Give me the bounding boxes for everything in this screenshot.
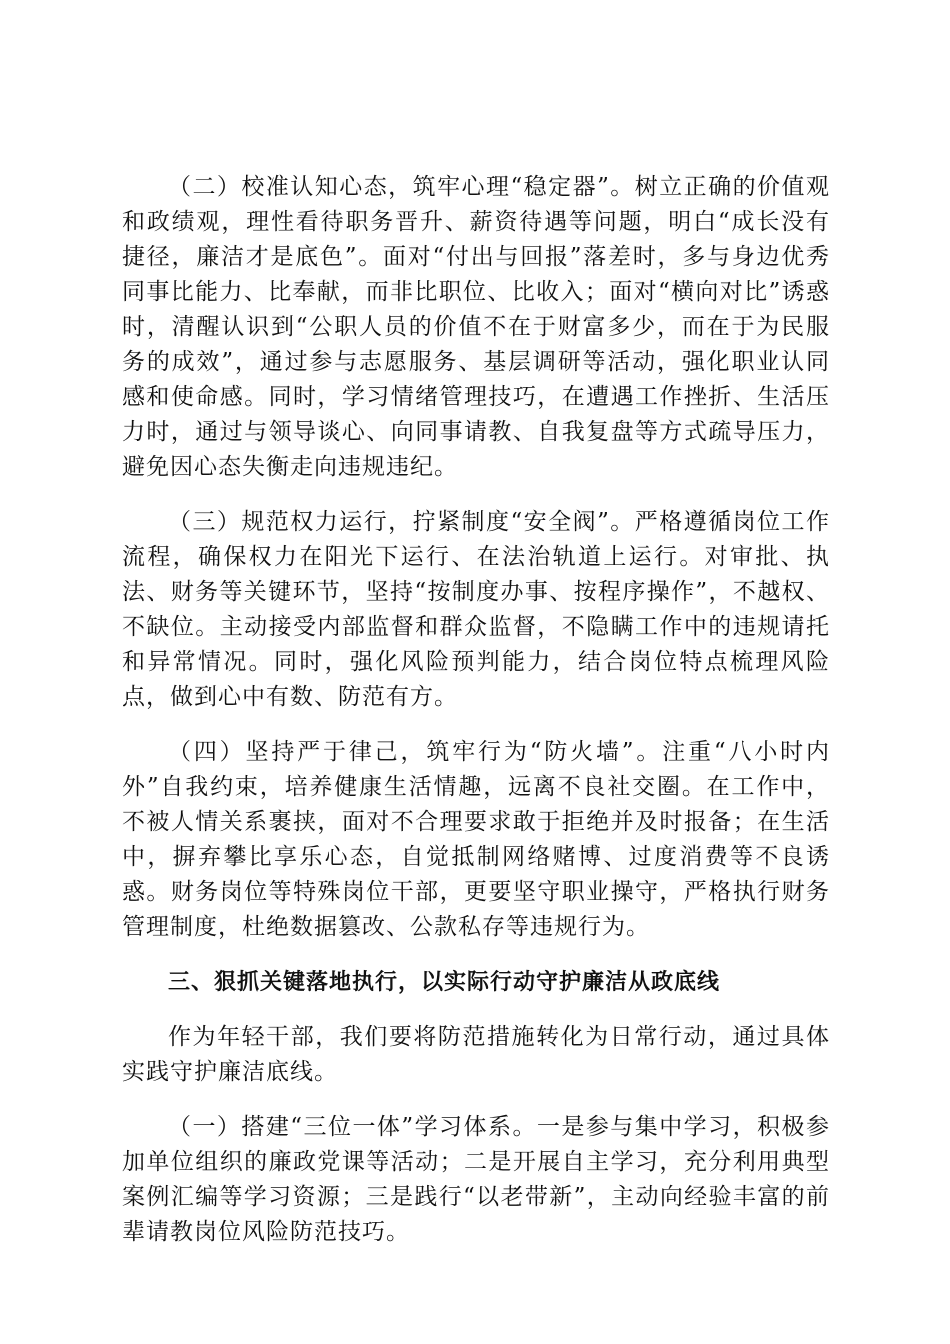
section-heading-3: 三、狠抓关键落地执行，以实际行动守护廉洁从政底线 (168, 970, 721, 995)
paragraph-section-2-3: （三）规范权力运行，拧紧制度“安全阀”。严格遵循岗位工作流程，确保权力在阳光下运行、在法治轨道上运行。对审批、执法、财务等关键环节，坚持“按制度办事、按程序操作”，不越权、不缺位。主动接受内部监督和群众监督，不隐瞒工作中的违规请托和异常情况。同时，强化风险预判能力，结合岗位特点梳理风险点，做到心中有数、防范有方。 (122, 509, 830, 710)
document-body (122, 170, 830, 1270)
paragraph-section-3-1: （一）搭建“三位一体”学习体系。一是参与集中学习，积极参加单位组织的廉政党课等活动；二是开展自主学习，充分利用典型案例汇编等学习资源；三是践行“以老带新”，主动向经验丰富的前辈请教岗位风险防范技巧。 (122, 1114, 830, 1245)
paragraph-section-3-intro: 作为年轻干部，我们要将防范措施转化为日常行动，通过具体实践守护廉洁底线。 (122, 1024, 830, 1085)
paragraph-section-2-2: （二）校准认知心态，筑牢心理“稳定器”。树立正确的价值观和政绩观，理性看待职务晋升、薪资待遇等问题，明白“成长没有捷径，廉洁才是底色”。面对“付出与回报”落差时，多与身边优秀同事比能力、比奉献，而非比职位、比收入；面对“横向对比”诱惑时，清醒认识到“公职人员的价值不在于财富多少，而在于为民服务的成效”，通过参与志愿服务、基层调研等活动，强化职业认同感和使命感。同时，学习情绪管理技巧，在遭遇工作挫折、生活压力时，通过与领导谈心、向同事请教、自我复盘等方式疏导压力，避免因心态失衡走向违规违纪。 (122, 174, 830, 480)
paragraph-section-2-4: （四）坚持严于律己，筑牢行为“防火墙”。注重“八小时内外”自我约束，培养健康生活情趣，远离不良社交圈。在工作中，不被人情关系裹挟，面对不合理要求敢于拒绝并及时报备；在生活中，摒弃攀比享乐心态，自觉抵制网络赌博、过度消费等不良诱惑。财务岗位等特殊岗位干部，更要坚守职业操守，严格执行财务管理制度，杜绝数据篡改、公款私存等违规行为。 (122, 739, 830, 940)
